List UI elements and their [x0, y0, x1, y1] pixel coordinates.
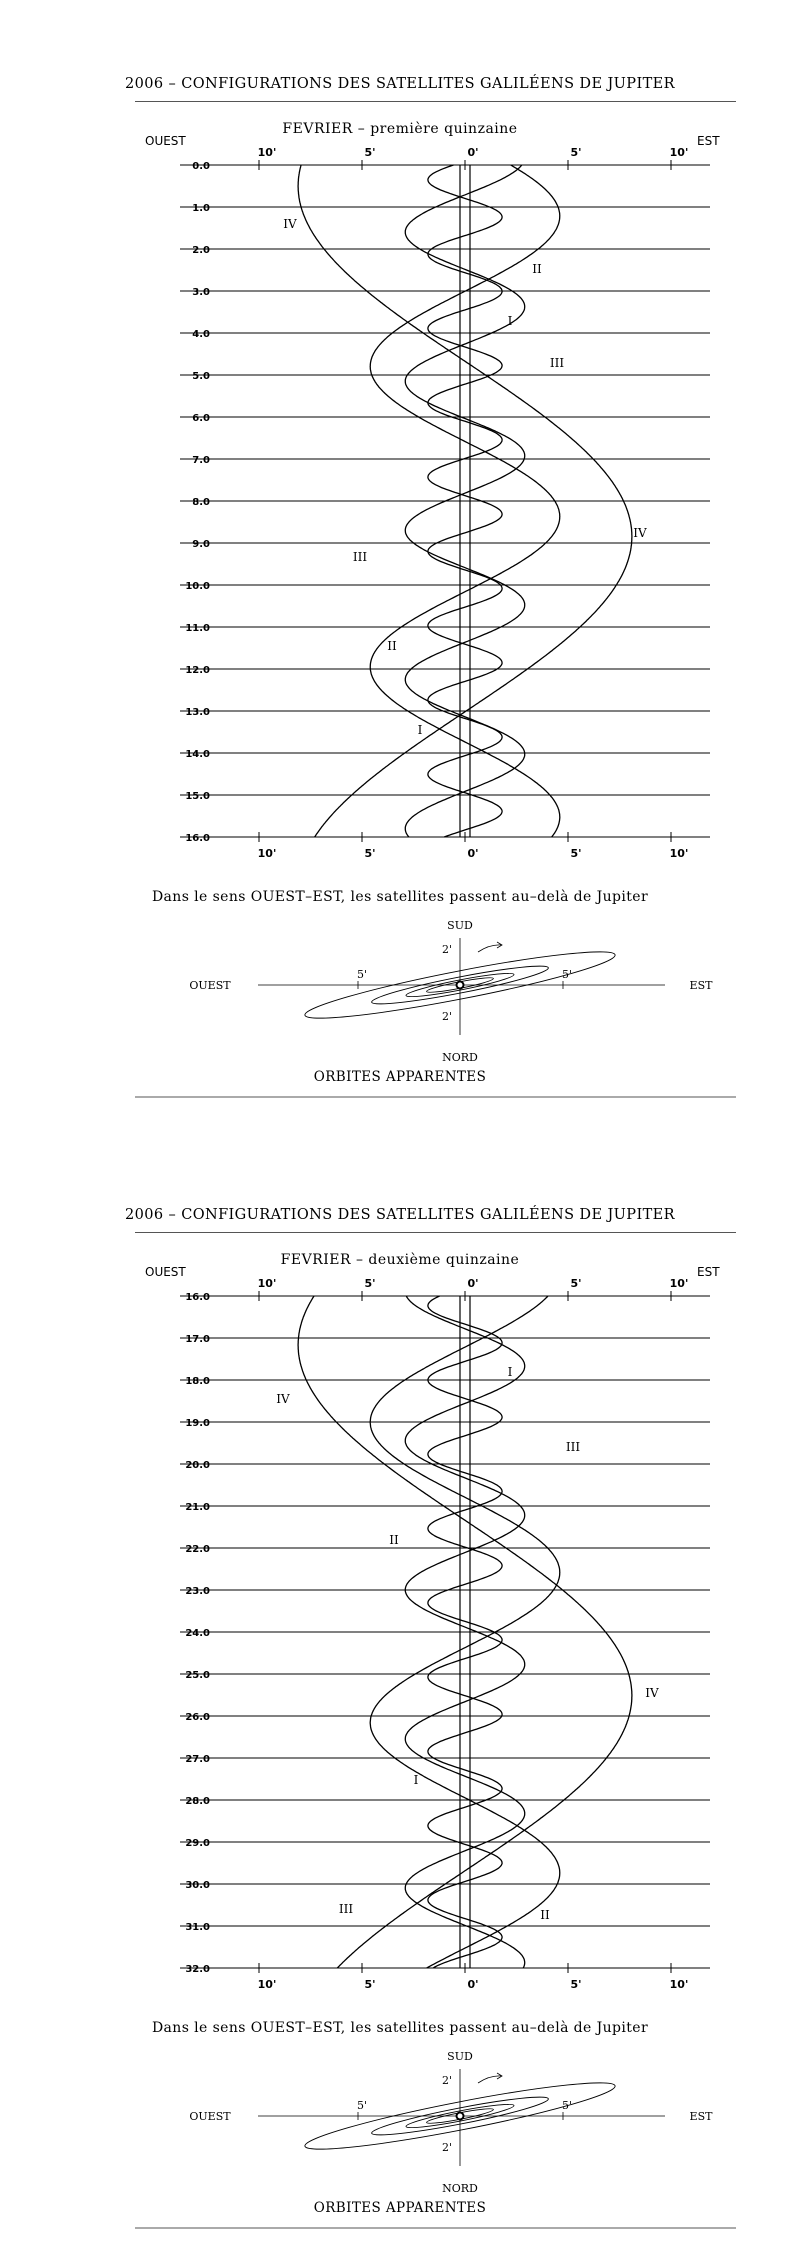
satellite-label: III — [352, 550, 368, 564]
satellite-label: IV — [633, 526, 647, 540]
x-tick-label-bottom: 5' — [570, 847, 582, 860]
day-label: 8.0 — [192, 497, 210, 508]
satellite-label: III — [338, 1902, 354, 1916]
jupiter-disc — [457, 982, 464, 989]
orbit-scale-label-west: 5' — [356, 968, 368, 981]
day-label: 24.0 — [185, 1628, 210, 1639]
x-tick-label-bottom: 0' — [467, 847, 479, 860]
x-tick-label-top: 5' — [364, 1277, 376, 1290]
orbit-west-label: OUEST — [189, 979, 231, 992]
orbit-south-label: SUD — [447, 2050, 473, 2063]
satellite-label: IV — [283, 217, 297, 231]
satellite-label: III — [565, 1440, 581, 1454]
day-label: 22.0 — [185, 1544, 210, 1555]
satellite-label: IV — [276, 1392, 290, 1406]
x-tick-label-top: 10' — [669, 146, 689, 159]
orbit-scale-label-east: 5' — [561, 2099, 573, 2112]
day-label: 28.0 — [185, 1796, 210, 1807]
x-tick-label-top: 0' — [467, 1277, 479, 1290]
day-label: 19.0 — [185, 1418, 210, 1429]
x-tick-label-top: 5' — [570, 146, 582, 159]
orbit-scale-label-south: 2' — [441, 943, 453, 956]
x-tick-label-bottom: 10' — [257, 1978, 277, 1991]
orbit-south-label: SUD — [447, 919, 473, 932]
orbit-scale-label-west: 5' — [356, 2099, 368, 2112]
satellite-label: I — [417, 723, 423, 737]
panel-first-half — [0, 0, 800, 1131]
x-tick-label-bottom: 10' — [257, 847, 277, 860]
satellite-label: I — [507, 314, 513, 328]
day-label: 13.0 — [185, 707, 210, 718]
x-tick-label-bottom: 5' — [364, 847, 376, 860]
satellite-label: II — [532, 262, 542, 276]
orbits-caption: ORBITES APPARENTES — [313, 1069, 487, 1085]
x-tick-label-top: 0' — [467, 146, 479, 159]
orbit-scale-label-north: 2' — [441, 1010, 453, 1023]
day-label: 2.0 — [192, 245, 210, 256]
direction-arrow-icon — [478, 2076, 502, 2083]
panel-subtitle: FEVRIER – deuxième quinzaine — [280, 1252, 520, 1268]
satellite-label: I — [413, 1773, 419, 1787]
orbit-north-label: NORD — [442, 2182, 478, 2195]
day-label: 10.0 — [185, 581, 210, 592]
day-label: 0.0 — [192, 161, 210, 172]
satellite-label: II — [389, 1533, 399, 1547]
west-label: OUEST — [145, 134, 186, 148]
panel-title: 2006 – CONFIGURATIONS DES SATELLITES GALILÉENS DE JUPITER — [125, 1207, 675, 1223]
orbit-west-label: OUEST — [189, 2110, 231, 2123]
satellite-label: III — [549, 356, 565, 370]
satellite-label: II — [387, 639, 397, 653]
x-tick-label-bottom: 10' — [669, 847, 689, 860]
day-label: 16.0 — [185, 1292, 210, 1303]
day-label: 11.0 — [185, 623, 210, 634]
day-label: 15.0 — [185, 791, 210, 802]
direction-arrow-icon — [478, 945, 502, 952]
jupiter-disc — [457, 2113, 464, 2120]
day-label: 4.0 — [192, 329, 210, 340]
x-tick-label-bottom: 10' — [669, 1978, 689, 1991]
satellite-chart — [0, 0, 800, 1131]
x-tick-label-top: 10' — [257, 1277, 277, 1290]
x-tick-label-bottom: 5' — [364, 1978, 376, 1991]
orbit-east-label: EST — [689, 979, 713, 992]
day-label: 21.0 — [185, 1502, 210, 1513]
orbits-caption: ORBITES APPARENTES — [313, 2200, 487, 2216]
orbit-scale-label-east: 5' — [561, 968, 573, 981]
direction-note: Dans le sens OUEST–EST, les satellites passent au–delà de Jupiter — [151, 889, 649, 905]
day-label: 32.0 — [185, 1964, 210, 1975]
day-label: 25.0 — [185, 1670, 210, 1681]
day-label: 3.0 — [192, 287, 210, 298]
day-label: 5.0 — [192, 371, 210, 382]
x-tick-label-bottom: 0' — [467, 1978, 479, 1991]
x-tick-label-top: 5' — [364, 146, 376, 159]
west-label: OUEST — [145, 1265, 186, 1279]
day-label: 31.0 — [185, 1922, 210, 1933]
day-label: 16.0 — [185, 833, 210, 844]
satellite-chart — [0, 1131, 800, 2262]
east-label: EST — [697, 1265, 720, 1279]
day-label: 12.0 — [185, 665, 210, 676]
day-label: 20.0 — [185, 1460, 210, 1471]
day-label: 29.0 — [185, 1838, 210, 1849]
day-label: 1.0 — [192, 203, 210, 214]
satellite-label: I — [507, 1365, 513, 1379]
day-label: 30.0 — [185, 1880, 210, 1891]
x-tick-label-top: 5' — [570, 1277, 582, 1290]
day-label: 6.0 — [192, 413, 210, 424]
day-label: 18.0 — [185, 1376, 210, 1387]
day-label: 17.0 — [185, 1334, 210, 1345]
day-label: 7.0 — [192, 455, 210, 466]
x-tick-label-top: 10' — [257, 146, 277, 159]
orbit-east-label: EST — [689, 2110, 713, 2123]
panel-subtitle: FEVRIER – première quinzaine — [282, 121, 518, 137]
day-label: 9.0 — [192, 539, 210, 550]
east-label: EST — [697, 134, 720, 148]
day-label: 23.0 — [185, 1586, 210, 1597]
panel-title: 2006 – CONFIGURATIONS DES SATELLITES GALILÉENS DE JUPITER — [125, 76, 675, 92]
panel-second-half — [0, 1131, 800, 2262]
orbit-scale-label-south: 2' — [441, 2074, 453, 2087]
orbit-north-label: NORD — [442, 1051, 478, 1064]
x-tick-label-bottom: 5' — [570, 1978, 582, 1991]
day-label: 26.0 — [185, 1712, 210, 1723]
x-tick-label-top: 10' — [669, 1277, 689, 1290]
direction-note: Dans le sens OUEST–EST, les satellites passent au–delà de Jupiter — [151, 2020, 649, 2036]
satellite-label: IV — [645, 1686, 659, 1700]
day-label: 27.0 — [185, 1754, 210, 1765]
day-label: 14.0 — [185, 749, 210, 760]
orbit-scale-label-north: 2' — [441, 2141, 453, 2154]
satellite-label: II — [540, 1908, 550, 1922]
